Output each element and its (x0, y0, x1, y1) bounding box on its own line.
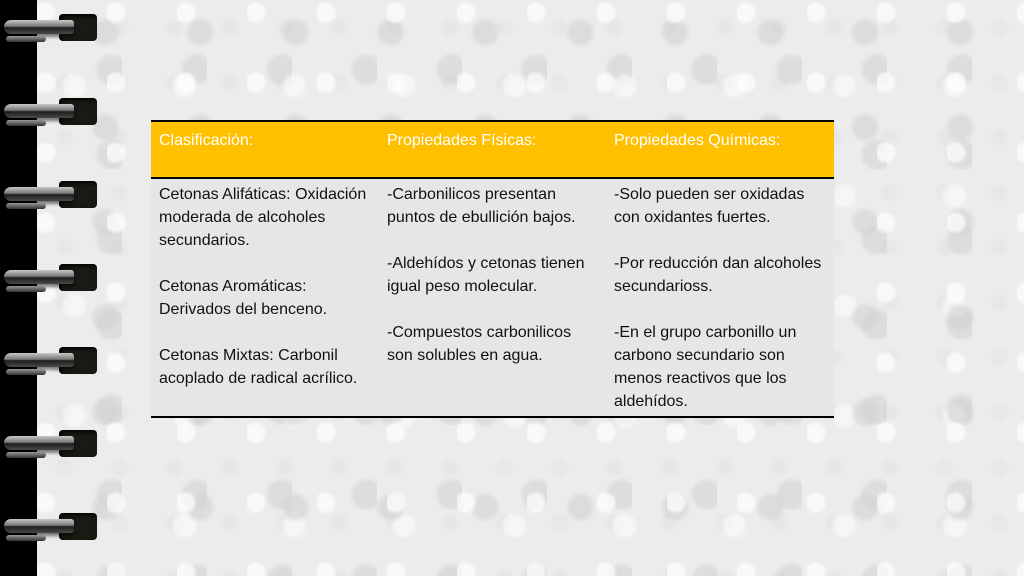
quimica-oxidacion-text: -Solo pueden ser oxidadas con oxidantes fuertes. (614, 186, 805, 226)
spiral-ring-icon (4, 12, 94, 46)
table-header-row (151, 121, 834, 178)
header-propiedades-quimicas: Propiedades Químicas: (606, 121, 834, 178)
cell-clasificacion (151, 178, 379, 417)
cetonas-alifaticas-text: Cetonas Alifáticas: Oxidación moderada de alcoholes secundarios. (159, 186, 367, 249)
spiral-ring-icon (4, 262, 94, 296)
spiral-ring-icon (4, 428, 94, 462)
quimica-reduccion-text: -Por reducción dan alcoholes secundarioss. (614, 255, 822, 295)
cetonas-mixtas-text: Cetonas Mixtas: Carbonil acoplado de radical acrílico. (159, 347, 358, 387)
table-row (151, 178, 834, 417)
fisica-ebullicion-text: -Carbonilicos presentan puntos de ebullición bajos. (387, 186, 576, 226)
properties-table (151, 120, 834, 418)
spiral-ring-icon (4, 345, 94, 379)
header-propiedades-fisicas: Propiedades Físicas: (379, 121, 606, 178)
spiral-ring-icon (4, 511, 94, 545)
fisica-solubilidad-text: -Compuestos carbonilicos son solubles en agua. (387, 324, 572, 364)
cell-propiedades-fisicas (379, 178, 606, 417)
spiral-ring-icon (4, 179, 94, 213)
spiral-ring-icon (4, 96, 94, 130)
header-clasificacion: Clasificación: (151, 121, 379, 178)
quimica-reactividad-text: -En el grupo carbonillo un carbono secundario son menos reactivos que los aldehídos. (614, 324, 797, 410)
fisica-peso-molecular-text: -Aldehídos y cetonas tienen igual peso molecular. (387, 255, 585, 295)
cetonas-aromaticas-text: Cetonas Aromáticas: Derivados del benceno. (159, 278, 328, 318)
cell-propiedades-quimicas (606, 178, 834, 417)
